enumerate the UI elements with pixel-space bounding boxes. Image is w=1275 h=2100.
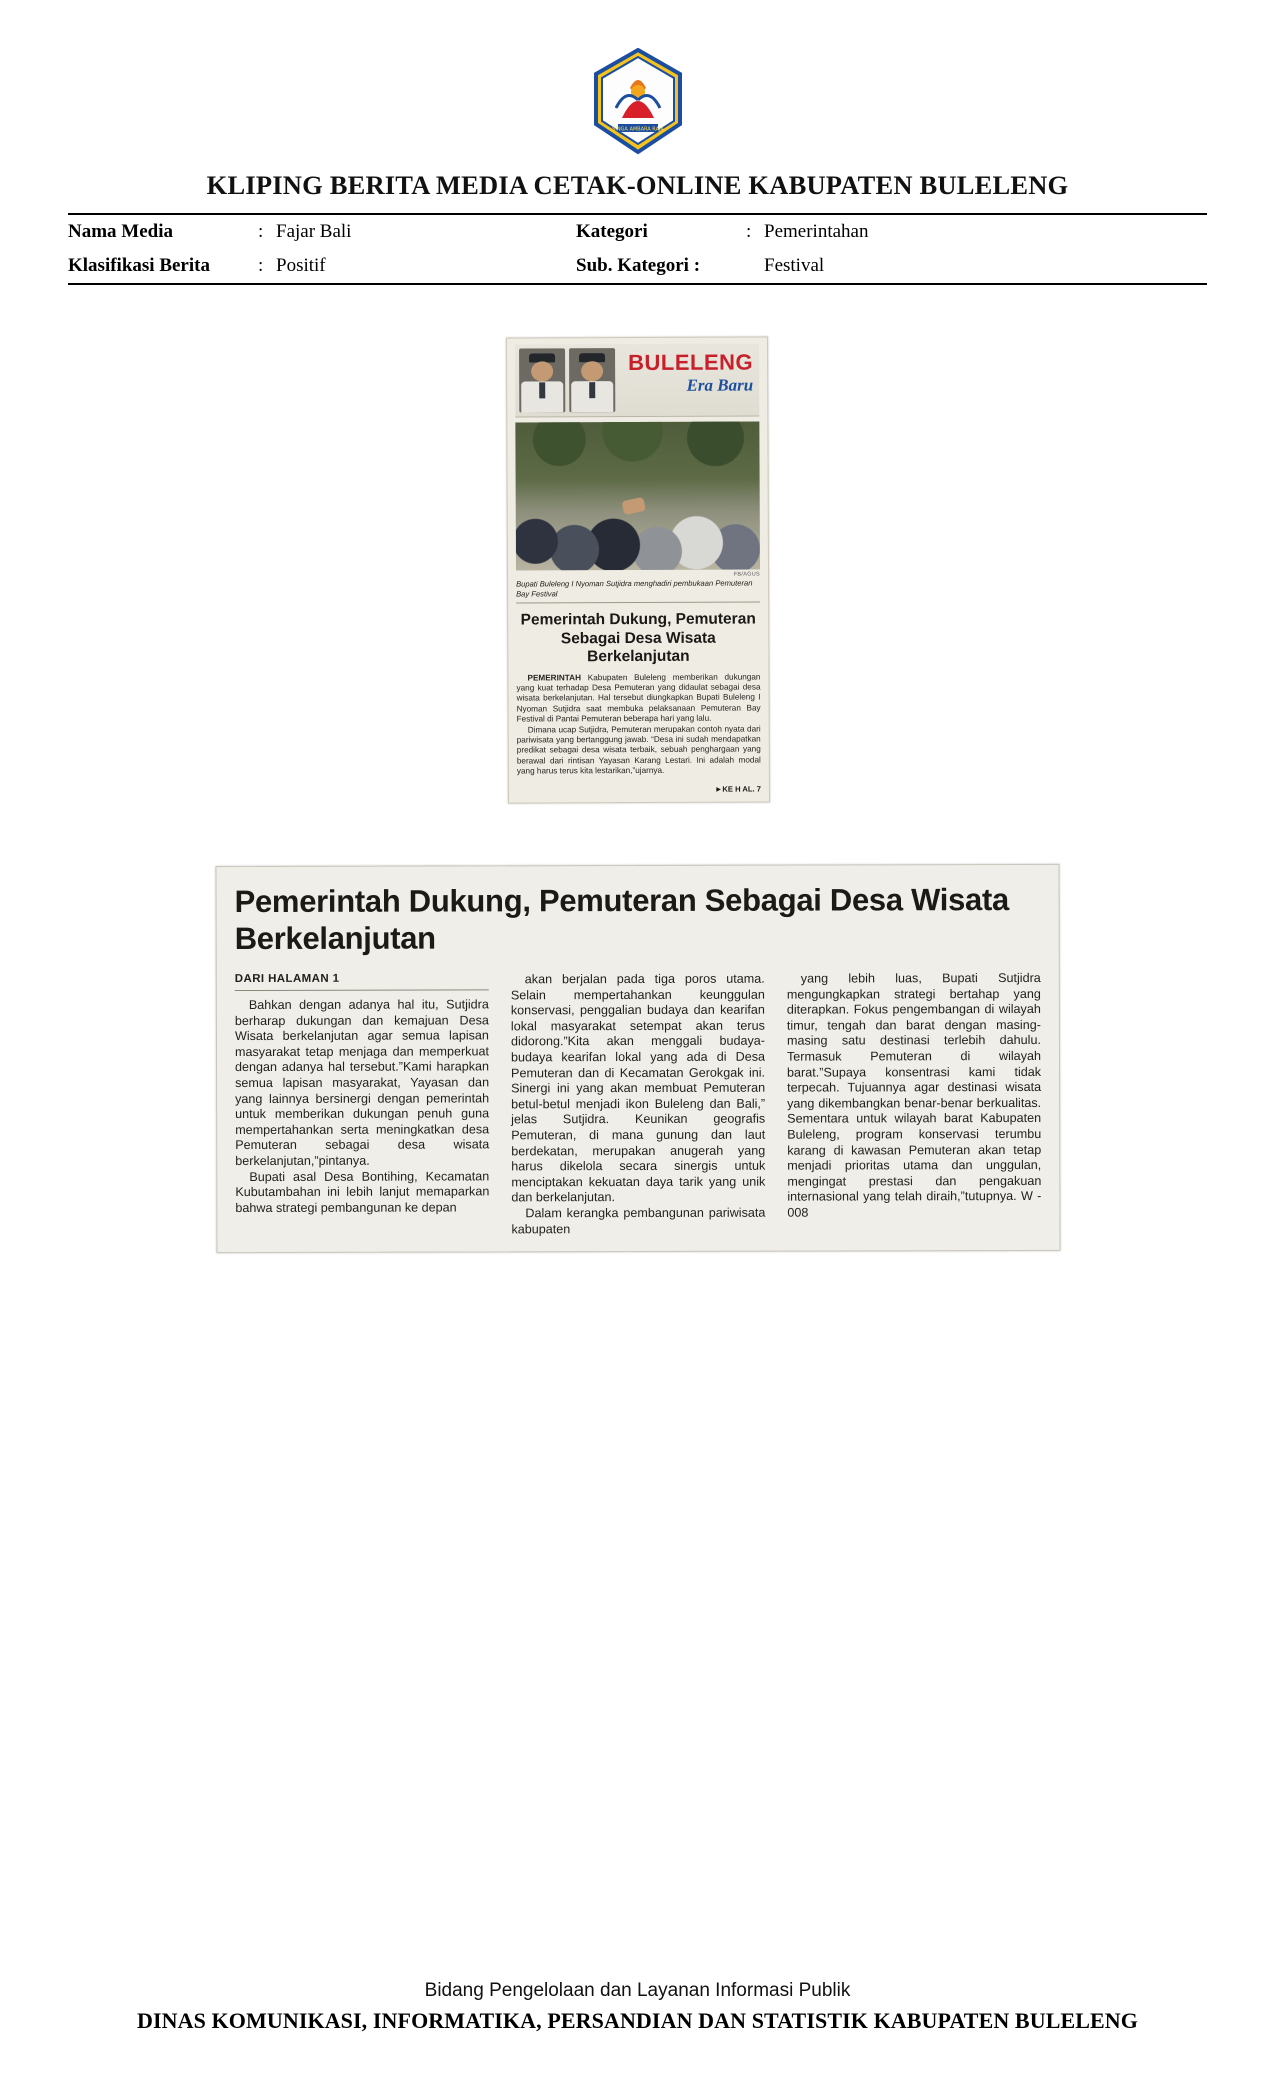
article-paragraph: Dimana ucap Sutjidra, Pemuteran merupakan contoh nyata dari pariwisata yang bertanggung jawab. “Desa ini sudah mendapatkan predikat sebagai desa wisata terbaik, sebuah penghargaan yang berawal dari rintisan Yayasan Karang Lestari. Ini adalah modal yang harus terus kita lestarikan,”ujarnya. xyxy=(516,723,761,776)
front-page-clipping-container xyxy=(68,337,1207,803)
news-photo xyxy=(515,421,760,570)
svg-text:SINGA AMBARA RAJA: SINGA AMBARA RAJA xyxy=(611,126,664,133)
jump-headline: Pemerintah Dukung, Pemuteran Sebagai Desa Wisata Berkelanjutan xyxy=(234,881,1009,956)
label-klasifikasi-berita: Klasifikasi Berita xyxy=(68,255,210,276)
value-kategori: Pemerintahan xyxy=(764,221,869,242)
sep-kategori: : xyxy=(746,221,752,242)
buleleng-crest-logo xyxy=(592,48,684,156)
jump-column-1 xyxy=(234,972,489,1238)
footer-line-1: Bidang Pengelolaan dan Layanan Informasi Publik xyxy=(424,1980,851,2001)
page-title: KLIPING BERITA MEDIA CETAK-ONLINE KABUPATEN BULELENG xyxy=(206,170,1069,200)
photo-credit: FB/AGUS xyxy=(733,571,760,578)
front-article-body xyxy=(516,672,760,777)
masthead-brand-line2: Era Baru xyxy=(686,375,753,395)
article-paragraph: Bahkan dengan adanya hal itu, Sutjidra berharap dukungan dan kemajuan Desa Wisata berkelanjutan agar semua lapisan masyarakat tetap menjaga dan memperkuat dengan adanya hal tersebut.”Kami harapkan semua lapisan masyarakat, Yayasan dan yang lainnya bersinergi dengan pemerintah untuk memberikan dukungan penuh guna mempertahankan serta meningkatkan desa Pemuteran sebagai desa wisata berkelanjutan,”pintanya. xyxy=(234,996,489,1168)
footer-line-2: DINAS KOMUNIKASI, INFORMATIKA, PERSANDIAN DAN STATISTIK KABUPATEN BULELENG xyxy=(137,2008,1138,2033)
sep-nama-media: : xyxy=(258,221,264,242)
metadata-table xyxy=(68,215,1207,283)
article-paragraph: Dalam kerangka pembangunan pariwisata kabupaten xyxy=(510,1205,765,1236)
page-footer xyxy=(0,1980,1275,2034)
jump-column-3 xyxy=(786,971,1041,1237)
newspaper-masthead xyxy=(515,343,759,417)
jump-page-clipping xyxy=(215,863,1060,1252)
jump-column-2 xyxy=(510,971,765,1237)
value-nama-media: Fajar Bali xyxy=(276,221,352,242)
table-row xyxy=(68,215,1207,249)
sep-klasifikasi-berita: : xyxy=(258,255,264,276)
label-sub-kategori: Sub. Kategori : xyxy=(576,255,701,276)
value-sub-kategori: Festival xyxy=(764,255,825,276)
metadata-divider xyxy=(68,283,1207,285)
photo-crowd xyxy=(515,465,759,570)
label-kategori: Kategori xyxy=(576,221,648,242)
article-lead-word: PEMERINTAH xyxy=(526,672,581,682)
jump-page-clipping-container xyxy=(68,865,1207,1252)
section-label: DARI HALAMAN 1 xyxy=(234,972,488,991)
label-nama-media: Nama Media xyxy=(68,221,174,242)
article-paragraph-text: Kabupaten Buleleng memberikan dukungan yang kuat terhadap Desa Pemuteran yang didaulat sebagai desa wisata berkelanjutan. Hal tersebut diungkapkan Bupati Buleleng I Nyoman Sutjidra saat membuka pelaksanaan Pemuteran Bay Festival di Pantai Pemuteran beberapa hari yang lalu. xyxy=(515,671,761,724)
masthead-brand xyxy=(628,351,753,395)
sep-sub-kategori xyxy=(736,249,764,283)
article-paragraph xyxy=(516,672,760,725)
official-portrait xyxy=(569,348,615,412)
table-row xyxy=(68,249,1207,283)
front-page-clipping xyxy=(505,336,769,803)
jump-columns xyxy=(234,971,1041,1238)
article-paragraph: yang lebih luas, Bupati Sutjidra mengungkapkan strategi bertahap yang diterapkan. Fokus pengembangan di wilayah timur, tengah dan barat dengan masing-masing satu destinasi terlebih dahulu. Termasuk Pemuteran di wilayah barat.”Supaya konsentrasi kami tidak terpecah. Tujuannya agar destinasi wisata yang dikembangkan benar-benar berkualitas. Sementara untuk wilayah barat Kabupaten Buleleng, program konservasi terumbu karang di kawasan Pemuteran akan tetap menjadi prioritas utama dan unggulan, mengingat prestasi dan pengakuan internasional yang telah diraih,”tutupnya. W - 008 xyxy=(786,970,1041,1220)
article-paragraph: akan berjalan pada tiga poros utama. Selain mempertahankan keunggulan konservasi, penggalian budaya dan kearifan lokal masyarakat setempat akan terus didorong.”Kita akan menggali budaya-budaya kearifan lokal yang ada di Desa Pemuteran dan di Kecamatan Gerokgak ini. Sinergi ini yang akan membuat Pemuteran betul-betul menjadi ikon Buleleng dan Bali,” jelas Sutjidra. Keunikan geografis Pemuteran, di mana gunung dan laut berdekatan, merupakan anugerah yang harus dikelola secara sinergis untuk menciptakan kekuatan daya tarik yang unik dan berkelanjutan. xyxy=(510,971,765,1205)
article-paragraph: Bupati asal Desa Bontihing, Kecamatan Kubutambahan ini lebih lanjut memaparkan bahwa strategi pembangunan ke depan xyxy=(234,1168,489,1215)
officials-photo xyxy=(519,348,615,412)
masthead-brand-line1: BULELENG xyxy=(627,349,753,376)
jump-line: ►KE H AL. 7 xyxy=(714,784,761,794)
value-klasifikasi-berita: Positif xyxy=(276,255,326,276)
photo-caption: Bupati Buleleng I Nyoman Sutjidra menghadiri pembukaan Pemuteran Bay Festival xyxy=(516,578,760,603)
official-portrait xyxy=(519,348,565,412)
logo-container xyxy=(68,0,1207,156)
front-headline: Pemerintah Dukung, Pemuteran Sebagai Desa Wisata Berkelanjutan xyxy=(520,610,756,666)
